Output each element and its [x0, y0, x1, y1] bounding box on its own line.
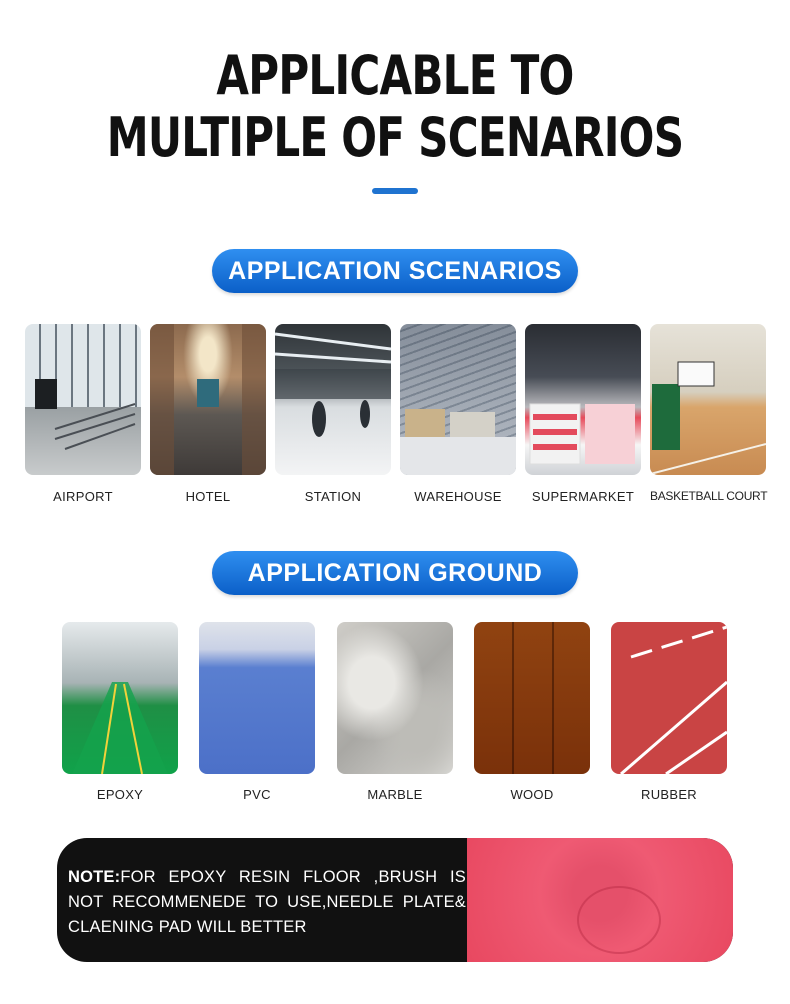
page-title-line-1: APPLICABLE TO — [216, 44, 574, 107]
ground-label-pvc: PVC — [243, 787, 271, 802]
scenario-label-basketball-court: BASKETBALL COURT — [650, 489, 768, 503]
scenario-label-supermarket: SUPERMARKET — [531, 489, 635, 504]
scenario-label-station: STATION — [304, 489, 362, 504]
page-title-line-2: MULTIPLE OF SCENARIOS — [106, 106, 684, 169]
ground-label-marble: MARBLE — [367, 787, 423, 802]
wood-image — [474, 622, 590, 774]
rubber-image — [611, 622, 727, 774]
title-underline — [372, 188, 418, 194]
marble-image — [337, 622, 453, 774]
station-image — [275, 324, 391, 475]
pvc-image — [199, 622, 315, 774]
supermarket-image — [525, 324, 641, 475]
scenario-label-airport: AIRPORT — [53, 489, 113, 504]
ground-label-epoxy: EPOXY — [96, 787, 144, 802]
scenario-label-warehouse: WAREHOUSE — [414, 489, 502, 504]
ground-label-wood: WOOD — [510, 787, 554, 802]
application-ground-heading: APPLICATION GROUND — [212, 551, 578, 595]
note-prefix: NOTE: — [68, 868, 121, 886]
airport-image — [25, 324, 141, 475]
note-body: FOR EPOXY RESIN FLOOR ,BRUSH IS NOT RECOMMENEDE TO USE,NEEDLE PLATE& CLAENING PAD WILL BETTER — [68, 868, 466, 936]
basketball-court-image — [650, 324, 766, 475]
pad-center-ring — [577, 886, 661, 954]
application-scenarios-heading: APPLICATION SCENARIOS — [212, 249, 578, 293]
epoxy-image — [62, 622, 178, 774]
scenario-label-hotel: HOTEL — [185, 489, 231, 504]
cleaning-pad-image — [467, 838, 733, 962]
note-banner — [57, 838, 733, 962]
note-text — [68, 865, 466, 940]
ground-label-rubber: RUBBER — [641, 787, 697, 802]
hotel-image — [150, 324, 266, 475]
warehouse-image — [400, 324, 516, 475]
